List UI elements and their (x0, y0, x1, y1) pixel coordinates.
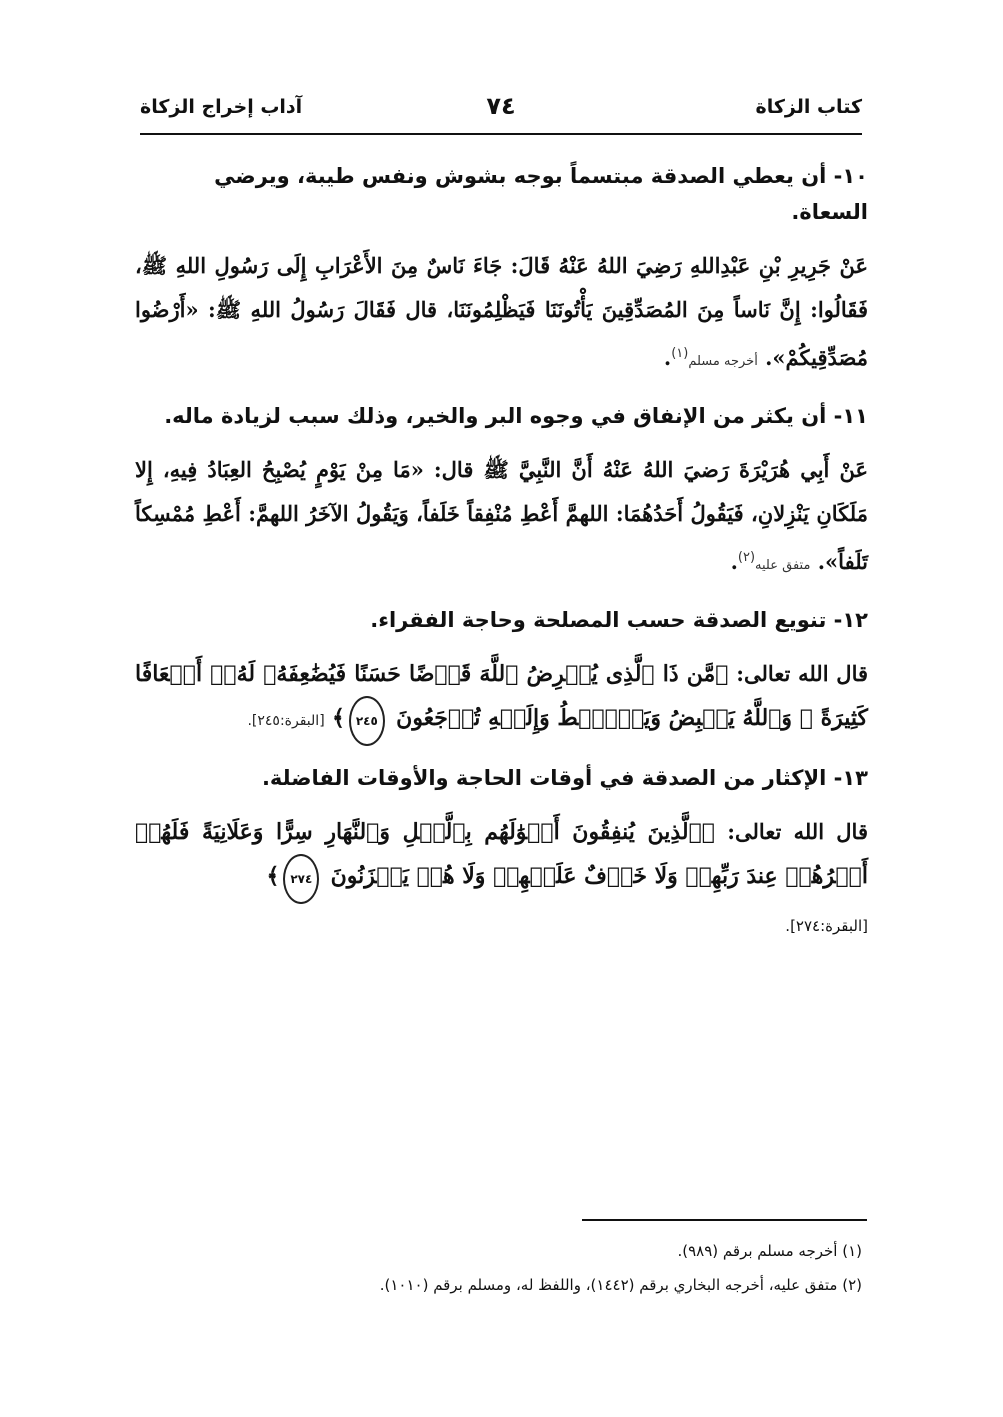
footnote-marker: (١) (671, 346, 689, 361)
hadith-body: عَنْ أَبِي هُرَيْرَةَ رَضيَ اللهُ عَنْهُ أَنَّ النَّبِيَّ ﷺ قال: «مَا مِنْ يَوْمٍ يُصْبِحُ العِبَادُ فِيهِ، إِلا مَلَكَانِ يَنْزِلانِ، فَيَقُولُ أَحَدُهُمَا: اللهمَّ أَعْطِ مُنْفِقاً خَلَفاً، وَيَقُولُ الآخَرُ اللهمَّ: أَعْطِ مُمْسِكاً تَلَفاً». (135, 457, 868, 574)
section-heading-10: ١٠- أن يعطي الصدقة مبتسماً بوجه بشوش ونفس طيبة، ويرضي السعاة. (214, 164, 868, 224)
footnote-divider (582, 1219, 867, 1221)
quran-citation-13 (135, 810, 868, 904)
footnote-marker: (٢) (737, 550, 756, 565)
surah-reference: [البقرة:٢٧٤]. (785, 917, 868, 935)
surah-reference: [البقرة:٢٤٥]. (247, 713, 325, 729)
section-heading-11: ١١- أن يكثر من الإنفاق في وجوه البر والخير، وذلك سبب لزيادة ماله. (164, 404, 868, 428)
quran-verse: ﴿ٱلَّذِينَ يُنفِقُونَ أَمۡوَٰلَهُم بِٱلَّيۡلِ وَٱلنَّهَارِ سِرًّا وَعَلَانِيَةً فَلَهُمۡ أَجۡرُهُمۡ عِندَ رَبِّهِمۡ وَلَا خَوۡفٌ عَلَيۡهِمۡ وَلَا هُمۡ يَحۡزَنُونَ (135, 819, 868, 889)
hadith-text-10: عَنْ جَرِيرِ بْنِ عَبْدِاللهِ رَضِيَ اللهُ عَنْهُ قَالَ: جَاءَ نَاسٌ مِنَ الأَعْرَابِ إِلَى رَسُولِ اللهِ ﷺ، فَقَالُوا: إِنَّ نَاساً مِنَ المُصَدِّقِينَ يَأْتُونَنَا فَيَظْلِمُونَنَا، قال فَقَالَ رَسُولُ اللهِ ﷺ: «أَرْضُوا مُصَدِّقِيكُمْ». أخرجه مسلم$^{(١)}$. (135, 253, 868, 370)
footnote-2: (٢) متفق عليه، أخرجه البخاري برقم (١٤٤٢)، واللفظ له، ومسلم برقم (١٠١٠). (379, 1276, 862, 1294)
hadith-body: عَنْ جَرِيرِ بْنِ عَبْدِاللهِ رَضِيَ اللهُ عَنْهُ قَالَ: جَاءَ نَاسٌ مِنَ الأَعْرَابِ إِلَى رَسُولِ اللهِ ﷺ، فَقَالُوا: إِنَّ نَاساً مِنَ المُصَدِّقِينَ يَأْتُونَنَا فَيَظْلِمُونَنَا، قال فَقَالَ رَسُولُ اللهِ ﷺ: «أَرْضُوا مُصَدِّقِيكُمْ». (135, 253, 868, 370)
hadith-source: أخرجه مسلم (688, 354, 758, 369)
ayah-number-marker: ٢٤٥ (349, 696, 385, 746)
verse-close-bracket: ﴾ (266, 863, 280, 889)
header-divider (140, 133, 862, 135)
running-header (140, 92, 862, 130)
verse-intro: قال الله تعالى: (727, 819, 868, 844)
footnote-1: (١) أخرجه مسلم برقم (٩٨٩). (677, 1242, 862, 1260)
book-title: كتاب الزكاة (755, 96, 862, 118)
verse-close-bracket: ﴾ (331, 705, 345, 731)
quran-verse: ﴿مَّن ذَا ٱلَّذِى يُقۡرِضُ ٱللَّهَ قَرۡضًا حَسَنًا فَيُضَٰعِفَهُۥ لَهُۥٓ أَضۡعَافًا كَثِيرَةً ۚ وَٱللَّهُ يَقۡبِضُ وَيَبۡصُۜطُ وَإِلَيۡهِ تُرۡجَعُونَ (135, 661, 868, 731)
footnotes (140, 1234, 862, 1302)
chapter-title: آداب إخراج الزكاة (140, 96, 303, 118)
ayah-number-marker: ٢٧٤ (283, 854, 319, 904)
hadith-source: متفق عليه (755, 558, 811, 573)
quran-citation-12 (135, 652, 868, 746)
hadith-text-11: عَنْ أَبِي هُرَيْرَةَ رَضيَ اللهُ عَنْهُ أَنَّ النَّبِيَّ ﷺ قال: «مَا مِنْ يَوْمٍ يُصْبِحُ العِبَادُ فِيهِ، إِلا مَلَكَانِ يَنْزِلانِ، فَيَقُولُ أَحَدُهُمَا: اللهمَّ أَعْطِ مُنْفِقاً خَلَفاً، وَيَقُولُ الآخَرُ اللهمَّ: أَعْطِ مُمْسِكاً تَلَفاً». متفق عليه$^{(٢)}$. (135, 457, 868, 574)
page-number: ٧٤ (486, 92, 516, 120)
main-content (135, 158, 868, 940)
verse-intro: قال الله تعالى: (736, 661, 869, 686)
section-heading-13: ١٣- الإكثار من الصدقة في أوقات الحاجة والأوقات الفاضلة. (261, 766, 868, 790)
section-heading-12: ١٢- تنويع الصدقة حسب المصلحة وحاجة الفقراء. (370, 608, 868, 632)
